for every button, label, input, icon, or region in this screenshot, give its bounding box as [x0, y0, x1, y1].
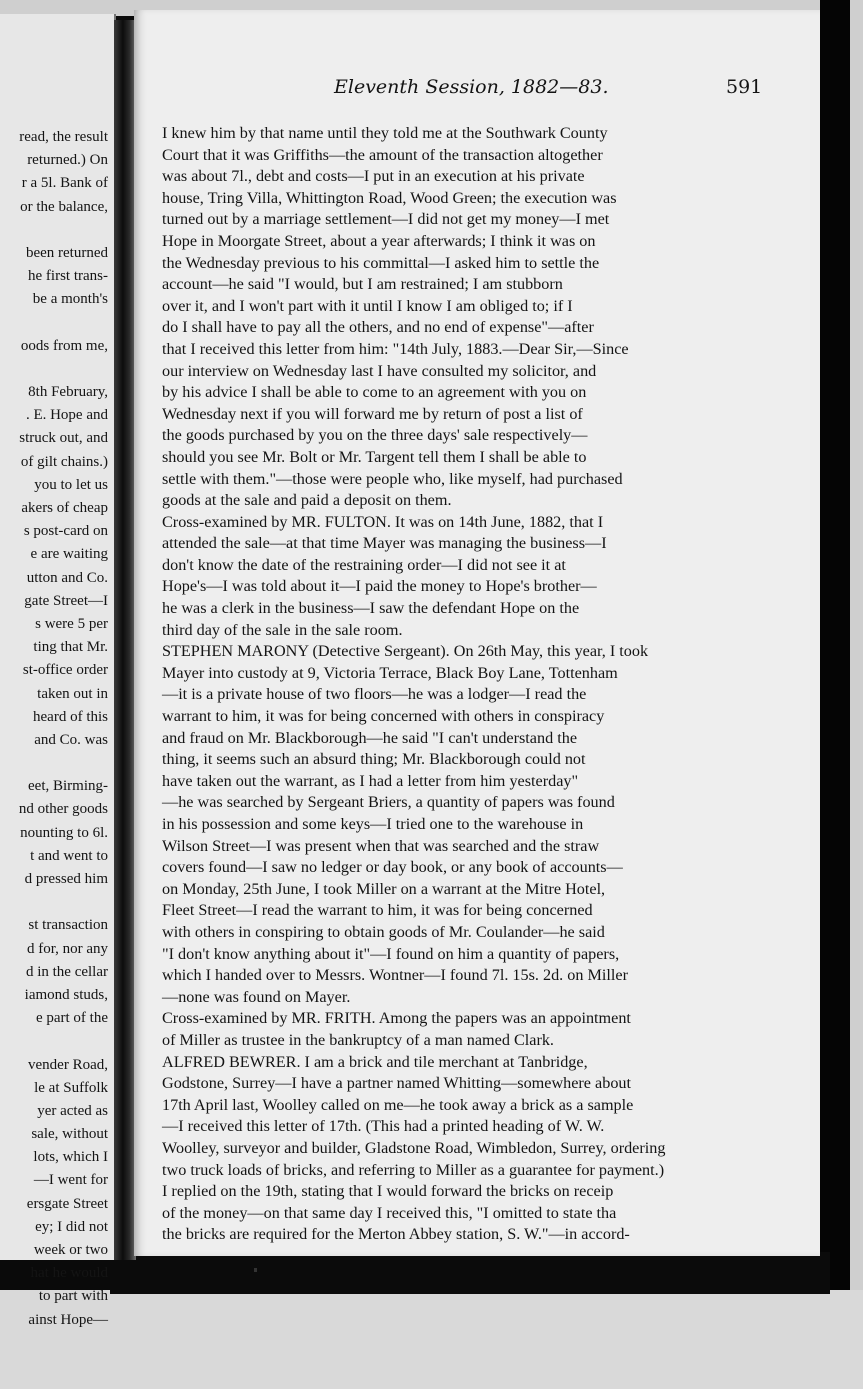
- text-line: two truck loads of bricks, and referring to Miller as a guarantee for payment.): [162, 1160, 665, 1179]
- text-line: Godstone, Surrey—I have a partner named Whitting—somewhere about: [162, 1074, 632, 1093]
- text-line: Wilson Street—I was present when that was searched and the straw: [162, 836, 600, 855]
- running-head: [134, 74, 820, 104]
- left-page-line: . E. Hope and: [25, 407, 108, 424]
- text-line: 17th April last, Woolley called on me—he took away a brick as a sample: [162, 1095, 634, 1114]
- text-line: STEPHEN MARONY (Detective Sergeant). On 26th May, this year, I took: [162, 642, 649, 661]
- text-line: Mayer into custody at 9, Victoria Terrace, Black Boy Lane, Tottenham: [162, 663, 618, 682]
- left-page-line: akers of cheap: [21, 500, 108, 516]
- text-line: that I received this letter from him: "14th July, 1883.—Dear Sir,—Since: [162, 339, 629, 358]
- text-line: have taken out the warrant, as I had a letter from him yesterday": [162, 771, 579, 790]
- text-line: warrant to him, it was for being concerned with others in conspiracy: [162, 707, 605, 726]
- text-line: house, Tring Villa, Whittington Road, Wood Green; the execution was: [162, 188, 617, 207]
- left-page-line: struck out, and: [19, 430, 108, 447]
- body-text: [162, 123, 756, 1246]
- text-line: Cross-examined by MR. FULTON. It was on 14th June, 1882, that I: [162, 512, 604, 531]
- left-page-line: taken out in: [37, 685, 108, 702]
- text-line: thing, it seems such an absurd thing; Mr. Blackborough could not: [162, 750, 586, 769]
- left-page-line: heard of this: [33, 708, 108, 725]
- left-page-line: [0, 752, 108, 775]
- left-page-line: week or two: [33, 1242, 108, 1258]
- left-page-line: read, the result: [19, 129, 108, 145]
- text-line: —I received this letter of 17th. (This had a printed heading of W. W.: [162, 1117, 605, 1136]
- text-line: he was a clerk in the business—I saw the defendant Hope on the: [162, 599, 580, 618]
- left-page-line: you to let us: [34, 476, 108, 493]
- left-page-line: or the balance,: [20, 198, 108, 215]
- page-bottom-shadow: [110, 1252, 830, 1294]
- left-page-line: [0, 891, 108, 914]
- left-page-line: [0, 219, 108, 242]
- text-line: Hope's—I was told about it—I paid the money to Hope's brother—: [162, 577, 597, 596]
- text-line: our interview on Wednesday last I have consulted my solicitor, and: [162, 361, 597, 380]
- text-line: on Monday, 25th June, I took Miller on a warrant at the Mitre Hotel,: [162, 879, 606, 898]
- text-line: attended the sale—at that time Mayer was managing the business—I: [162, 534, 607, 553]
- text-line: goods at the sale and paid a deposit on them.: [162, 491, 452, 510]
- left-page-line: utton and Co.: [26, 569, 108, 586]
- left-page-line: s were 5 per: [35, 615, 108, 632]
- text-line: settle with them."—those were people who, like myself, had purchased: [162, 469, 623, 488]
- left-page-line: ainst Hope—: [28, 1311, 108, 1328]
- left-page-line: eet, Birming-: [28, 778, 108, 795]
- text-line: Wednesday next if you will forward me by return of post a list of: [162, 404, 583, 423]
- text-line: ALFRED BEWRER. I am a brick and tile merchant at Tanbridge,: [162, 1052, 588, 1071]
- left-page-line: lots, which I: [33, 1149, 108, 1166]
- left-page-line: ersgate Street: [26, 1195, 108, 1212]
- left-page-line: of gilt chains.): [20, 453, 108, 470]
- left-page-line: e are waiting: [30, 546, 108, 563]
- text-line: the bricks are required for the Merton Abbey station, S. W."—in accord-: [162, 1225, 630, 1244]
- left-page-line: st transaction: [28, 917, 108, 934]
- left-page-line: s post-card on: [23, 523, 108, 540]
- text-line: in his possession and some keys—I tried one to the warehouse in: [162, 815, 584, 833]
- left-page-line: [0, 358, 108, 381]
- left-page-line: ey; I did not: [35, 1218, 108, 1235]
- text-line: by his advice I shall be able to come to an agreement with you on: [162, 383, 587, 402]
- left-page-line: t and went to: [30, 847, 108, 864]
- left-page-line: le at Suffolk: [34, 1079, 108, 1096]
- left-page-line: be a month's: [32, 291, 108, 308]
- text-line: Court that it was Griffiths—the amount of the transaction altogether: [162, 145, 603, 164]
- text-line: Woolley, surveyor and builder, Gladstone Road, Wimbledon, Surrey, ordering: [162, 1138, 666, 1157]
- text-line: Fleet Street—I read the warrant to him, it was for being concerned: [162, 901, 593, 920]
- text-line: Cross-examined by MR. FRITH. Among the papers was an appointment: [162, 1009, 631, 1028]
- scan-speck: [254, 1268, 257, 1272]
- text-line: was about 7l., debt and costs—I put in an execution at his private: [162, 167, 585, 186]
- text-line: should you see Mr. Bolt or Mr. Targent tell them I shall be able to: [162, 447, 587, 466]
- left-page-line: sale, without: [31, 1126, 108, 1143]
- left-page-line: been returned: [25, 244, 108, 261]
- left-page-line: he first trans-: [28, 268, 108, 285]
- text-line: "I don't know anything about it"—I found on him a quantity of papers,: [162, 944, 620, 963]
- left-page-fragment: [0, 14, 116, 1328]
- left-page-line: ting that Mr.: [33, 639, 108, 656]
- text-line: of Miller as trustee in the bankruptcy of a man named Clark.: [162, 1030, 554, 1049]
- left-page-line: [0, 1030, 108, 1053]
- text-line: I knew him by that name until they told me at the Southwark County: [162, 124, 608, 142]
- text-line: third day of the sale in the sale room.: [162, 620, 403, 639]
- left-page-line: and Co. was: [34, 731, 108, 748]
- left-page-line: d in the cellar: [25, 963, 108, 980]
- left-page-line: [0, 312, 108, 335]
- scan-right-border: [850, 0, 863, 1389]
- text-line: account—he said "I would, but I am restrained; I am stubborn: [162, 275, 563, 294]
- left-page-line: gate Street—I: [24, 592, 108, 609]
- text-line: and fraud on Mr. Blackborough—he said "I can't understand the: [162, 728, 578, 747]
- text-line: covers found—I saw no ledger or day book, or any book of accounts—: [162, 858, 623, 877]
- left-page-line: hat he would: [30, 1265, 108, 1282]
- text-line: I replied on the 19th, stating that I would forward the bricks on receip: [162, 1182, 614, 1201]
- text-line: with others in conspiring to obtain goods of Mr. Coulander—he said: [162, 922, 605, 941]
- left-page-text: [0, 126, 108, 1332]
- left-page-line: st-office order: [22, 662, 108, 679]
- text-line: do I shall have to pay all the others, and no end of expense"—after: [162, 318, 594, 337]
- left-page-line: iamond studs,: [24, 986, 108, 1003]
- text-line: turned out by a marriage settlement—I did not get my money—I met: [162, 210, 610, 229]
- page-number: 591: [726, 76, 763, 98]
- text-line: over it, and I won't part with it until I know I am obliged to; if I: [162, 296, 573, 315]
- left-page-line: e part of the: [35, 1010, 108, 1027]
- text-line: —none was found on Mayer.: [162, 987, 351, 1006]
- running-title: Eleventh Session, 1882—83.: [334, 76, 609, 98]
- scan-bottom-border: [0, 1290, 863, 1389]
- left-page-line: 8th February,: [28, 384, 108, 401]
- text-line: which I handed over to Messrs. Wontner—I found 7l. 15s. 2d. on Miller: [162, 966, 628, 985]
- left-page-line: returned.) On: [27, 152, 108, 169]
- left-page-line: nd other goods: [18, 801, 108, 818]
- left-page-line: vender Road,: [28, 1056, 108, 1073]
- left-page-line: —I went for: [33, 1172, 108, 1189]
- left-page-line: d pressed him: [24, 871, 108, 887]
- left-page-line: nounting to 6l.: [20, 824, 108, 841]
- book-gutter: [114, 20, 136, 1260]
- text-line: the goods purchased by you on the three days' sale respectively—: [162, 426, 588, 445]
- right-page: [134, 10, 820, 1256]
- text-line: don't know the date of the restraining order—I did not see it at: [162, 555, 566, 574]
- text-line: the Wednesday previous to his committal—I asked him to settle the: [162, 253, 600, 272]
- text-line: of the money—on that same day I received this, "I omitted to state tha: [162, 1203, 617, 1222]
- left-page-line: r a 5l. Bank of: [21, 175, 108, 192]
- left-page-line: d for, nor any: [26, 940, 108, 957]
- text-line: —he was searched by Sergeant Briers, a quantity of papers was found: [162, 793, 615, 812]
- left-page-line: oods from me,: [20, 337, 108, 354]
- left-page-line: to part with: [38, 1288, 108, 1305]
- text-line: Hope in Moorgate Street, about a year afterwards; I think it was on: [162, 231, 596, 250]
- left-page-line: yer acted as: [37, 1102, 108, 1119]
- text-line: —it is a private house of two floors—he was a lodger—I read the: [162, 685, 587, 704]
